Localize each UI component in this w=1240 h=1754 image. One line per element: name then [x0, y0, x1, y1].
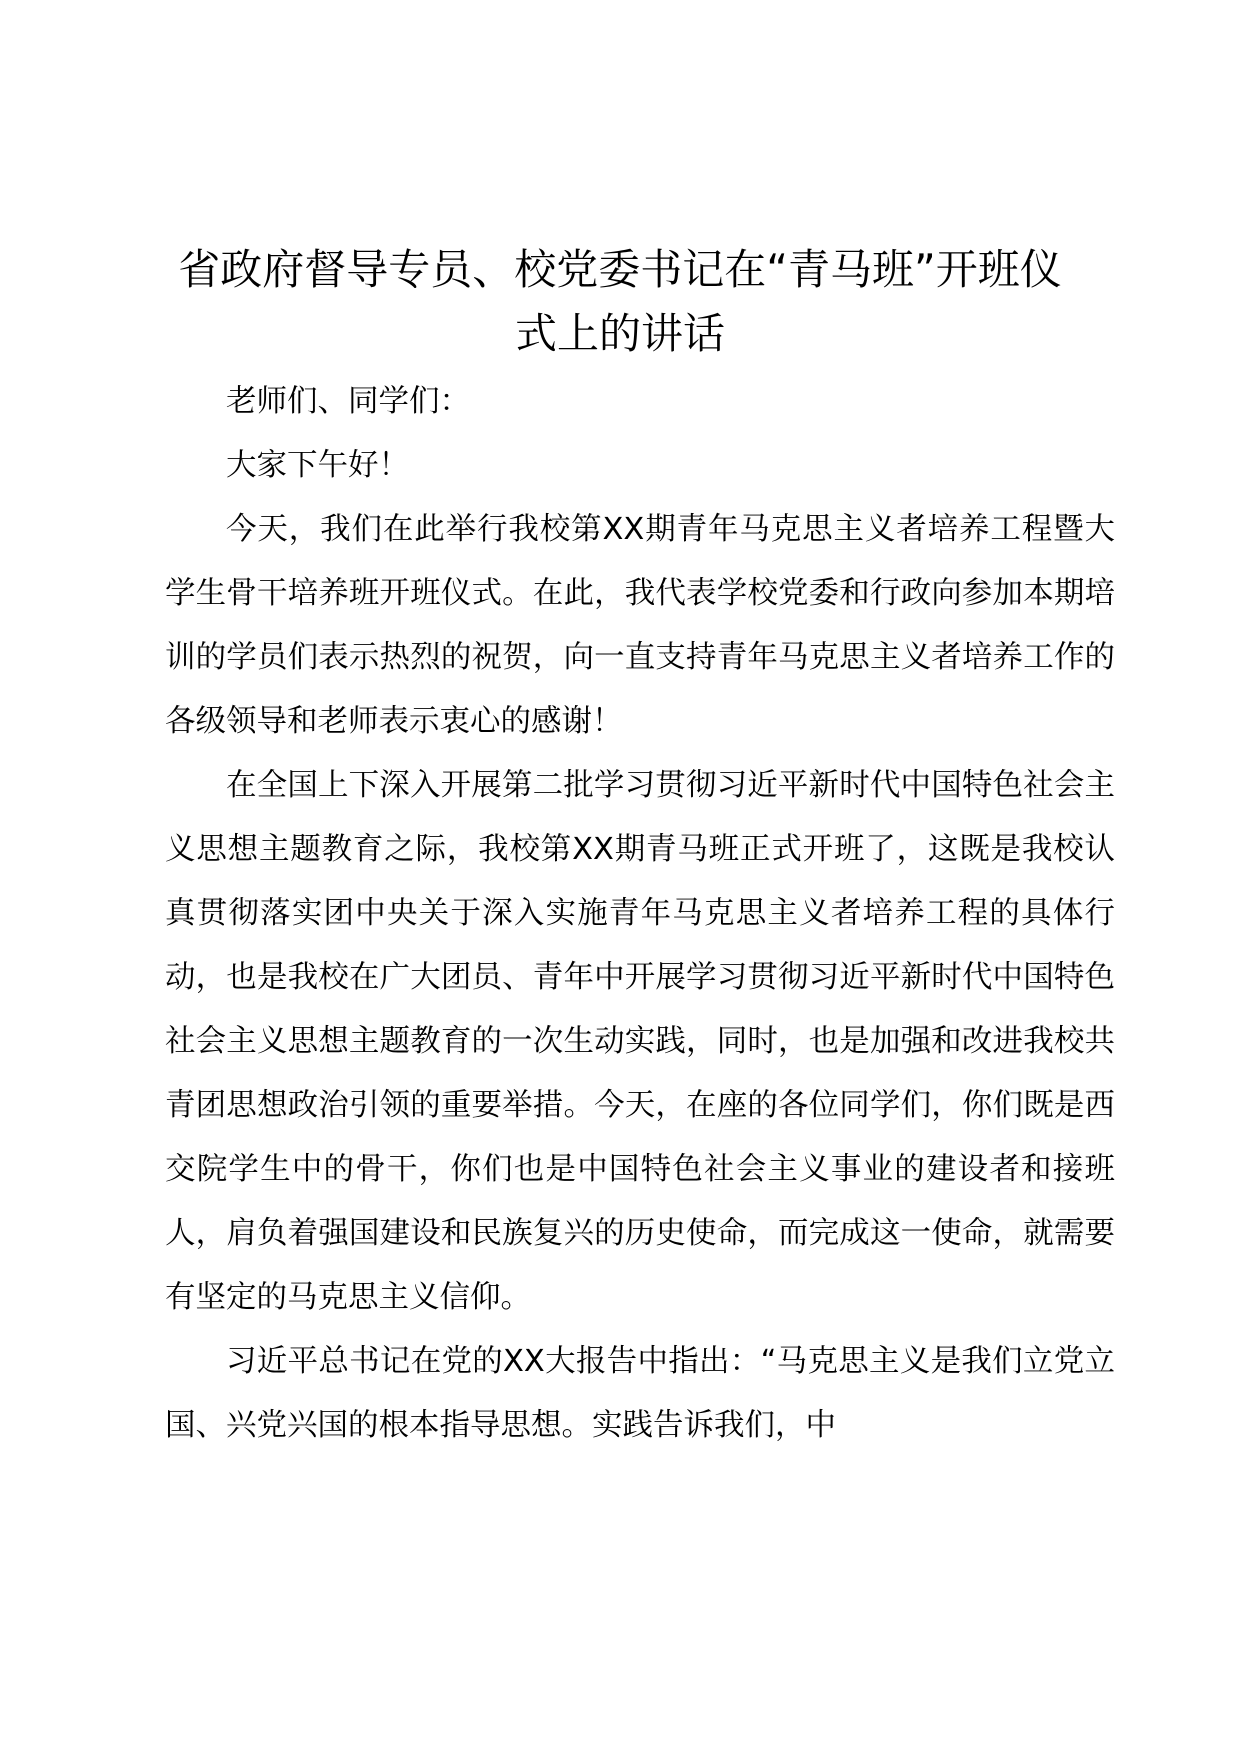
- document-title: 省政府督导专员、校党委书记在“青马班”开班仪式上的讲话: [178, 245, 1062, 358]
- salutation: 老师们、同学们：: [226, 384, 470, 419]
- body-paragraph: 习近平总书记在党的XX大报告中指出：“马克思主义是我们立党立国、兴党兴国的根本指导思想。实践告诉我们，中: [165, 1344, 1115, 1443]
- body-paragraph: 在全国上下深入开展第二批学习贯彻习近平新时代中国特色社会主义思想主题教育之际，我校第XX期青马班正式开班了，这既是我校认真贯彻落实团中央关于深入实施青年马克思主义者培养工程的具体行动，也是我校在广大团员、青年中开展学习贯彻习近平新时代中国特色社会主义思想主题教育的一次生动实践，同时，也是加强和改进我校共青团思想政治引领的重要举措。今天，在座的各位同学们，你们既是西交院学生中的骨干，你们也是中国特色社会主义事业的建设者和接班人，肩负着强国建设和民族复兴的历史使命，而完成这一使命，就需要有坚定的马克思主义信仰。: [165, 768, 1115, 1315]
- document-body: [165, 370, 1115, 1458]
- body-paragraph: 今天，我们在此举行我校第XX期青年马克思主义者培养工程暨大学生骨干培养班开班仪式。在此，我代表学校党委和行政向参加本期培训的学员们表示热烈的祝贺，向一直支持青年马克思主义者培养工作的各级领导和老师表示衷心的感谢！: [165, 512, 1115, 739]
- greeting: 大家下午好！: [226, 448, 409, 483]
